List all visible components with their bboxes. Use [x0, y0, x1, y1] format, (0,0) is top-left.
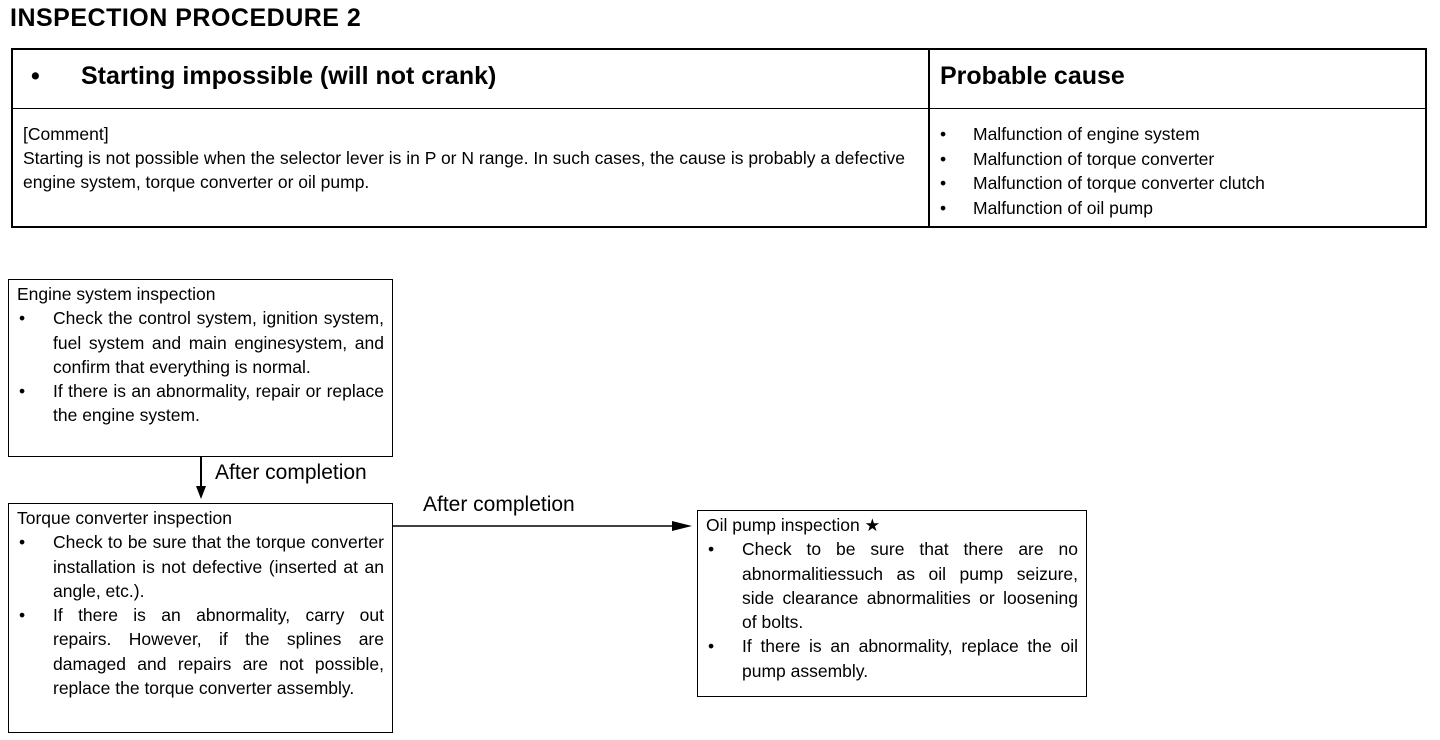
probable-cause-heading: Probable cause	[940, 62, 1125, 90]
bullet-icon: •	[940, 197, 947, 218]
list-item: • If there is an abnormality, replace the oil pump assembly.	[706, 634, 1078, 683]
oil-pump-inspection-box	[697, 510, 1087, 697]
list-item: • If there is an abnormality, carry out repairs. However, if the splines are damaged and repairs are not possible, replace the torque converter assembly.	[17, 603, 384, 700]
engine-inspection-title: Engine system inspection	[17, 284, 216, 304]
bullet-icon: •	[940, 173, 947, 193]
list-item: • Check to be sure that there are no abnormalitiessuch as oil pump seizure, side clearance abnormalities or loosening of bolts.	[706, 537, 1078, 634]
list-item: • If there is an abnormality, repair or replace the engine system.	[17, 379, 384, 428]
symptom-text: Starting impossible (will not crank)	[81, 62, 497, 90]
torque-converter-inspection-list	[17, 530, 384, 700]
torque-converter-inspection-box	[8, 503, 393, 733]
comment-label: [Comment]	[23, 124, 109, 144]
bullet-icon: •	[19, 532, 26, 553]
bullet-icon: •	[708, 636, 715, 657]
right-arrow-icon	[672, 521, 692, 531]
bullet-icon: •	[708, 539, 715, 560]
list-item: • Check to be sure that the torque converter installation is not defective (inserted at an angle, etc.).	[17, 530, 384, 603]
bullet-icon: •	[31, 62, 40, 90]
comment-text: Starting is not possible when the selector lever is in P or N range. In such cases, the cause is probably a defective engine system, torque converter or oil pump.	[23, 148, 905, 192]
down-arrow-icon	[196, 486, 206, 499]
page-title: INSPECTION PROCEDURE 2	[10, 4, 362, 32]
list-item: • Malfunction of torque converter clutch	[938, 171, 1418, 196]
after-completion-label-right: After completion	[423, 493, 575, 516]
bullet-icon: •	[940, 124, 947, 144]
bullet-icon: •	[19, 308, 26, 329]
after-completion-label-down: After completion	[215, 461, 367, 484]
torque-converter-inspection-title: Torque converter inspection	[17, 508, 232, 528]
bullet-icon: •	[19, 605, 26, 626]
oil-pump-inspection-title: Oil pump inspection ★	[706, 515, 881, 535]
list-item: • Malfunction of oil pump	[938, 196, 1418, 221]
bullet-icon: •	[940, 148, 947, 169]
bullet-icon: •	[19, 381, 26, 402]
engine-inspection-list	[17, 306, 384, 427]
list-item: • Malfunction of engine system	[938, 122, 1418, 147]
oil-pump-inspection-list	[706, 537, 1078, 683]
list-item: • Malfunction of torque converter	[938, 147, 1418, 172]
list-item: • Check the control system, ignition system, fuel system and main enginesystem, and confirm that everything is normal.	[17, 306, 384, 379]
engine-inspection-box	[8, 279, 393, 457]
